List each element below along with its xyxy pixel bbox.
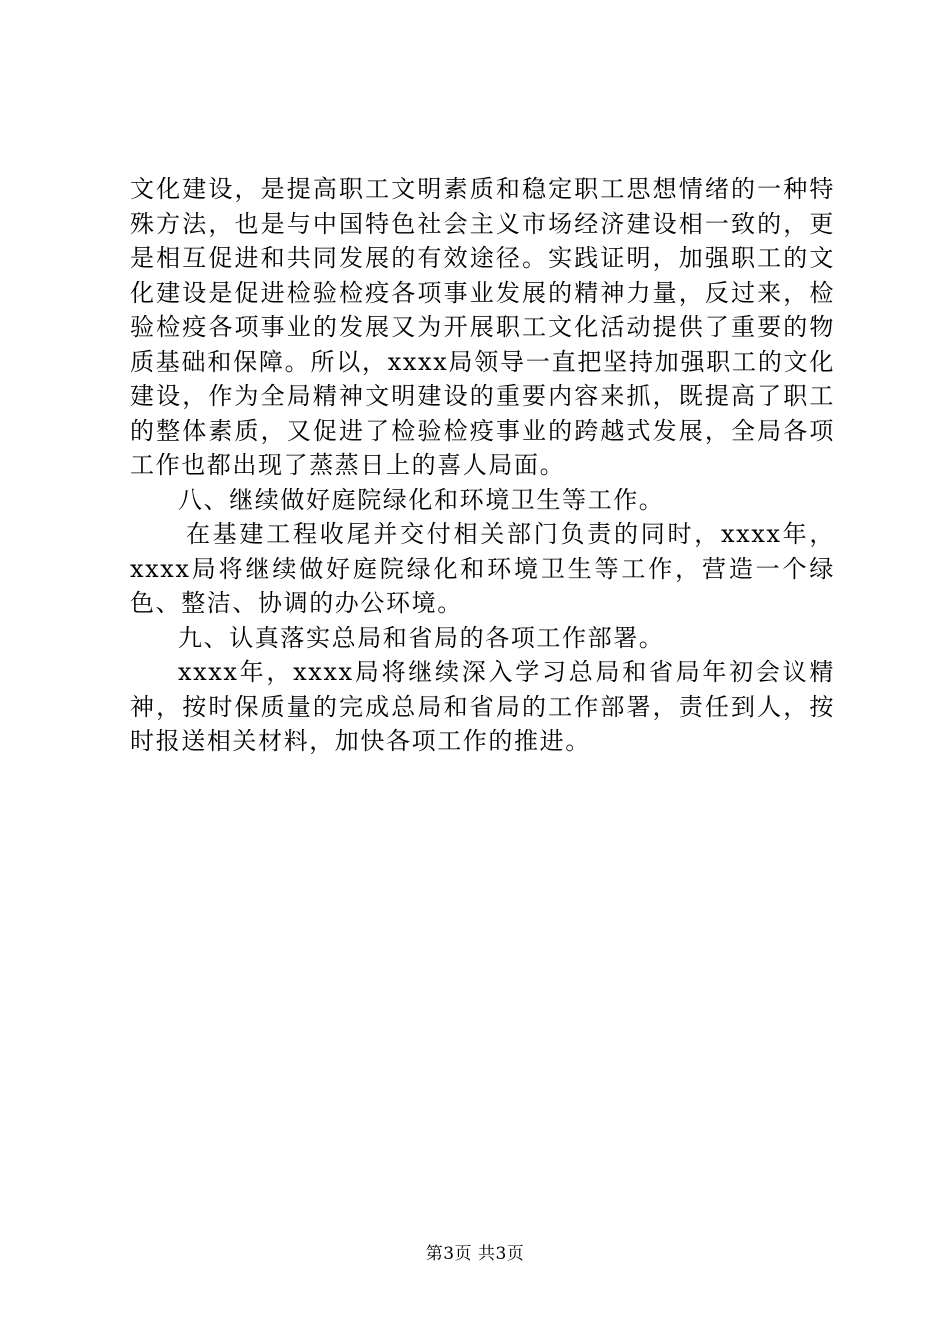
paragraph-implementation: xxxx年，xxxx局将继续深入学习总局和省局年初会议精神，按时保质量的完成总局和省局的工作部署，责任到人，按时报送相关材料，加快各项工作的推进。 <box>130 658 835 755</box>
paragraph-greening: 在基建工程收尾并交付相关部门负责的同时，xxxx年，xxxx局将继续做好庭院绿化和环境卫生等工作，营造一个绿色、整洁、协调的办公环境。 <box>130 520 835 617</box>
page-number-footer: 第3页 共3页 <box>425 1244 525 1264</box>
paragraph-culture-building: 文化建设，是提高职工文明素质和稳定职工思想情绪的一种特殊方法，也是与中国特色社会主义市场经济建设相一致的，更是相互促进和共同发展的有效途径。实践证明，加强职工的文化建设是促进检验检疫各项事业发展的精神力量，反过来，检验检疫各项事业的发展又为开展职工文化活动提供了重要的物质基础和保障。所以，xxxx局领导一直把坚持加强职工的文化建设，作为全局精神文明建设的重要内容来抓，既提高了职工的整体素质，又促进了检验检疫事业的跨越式发展，全局各项工作也都出现了蒸蒸日上的喜人局面。 <box>130 175 835 479</box>
heading-item-nine: 九、认真落实总局和省局的各项工作部署。 <box>178 623 665 652</box>
heading-item-eight: 八、继续做好庭院绿化和环境卫生等工作。 <box>178 485 665 514</box>
document-body <box>130 172 835 759</box>
